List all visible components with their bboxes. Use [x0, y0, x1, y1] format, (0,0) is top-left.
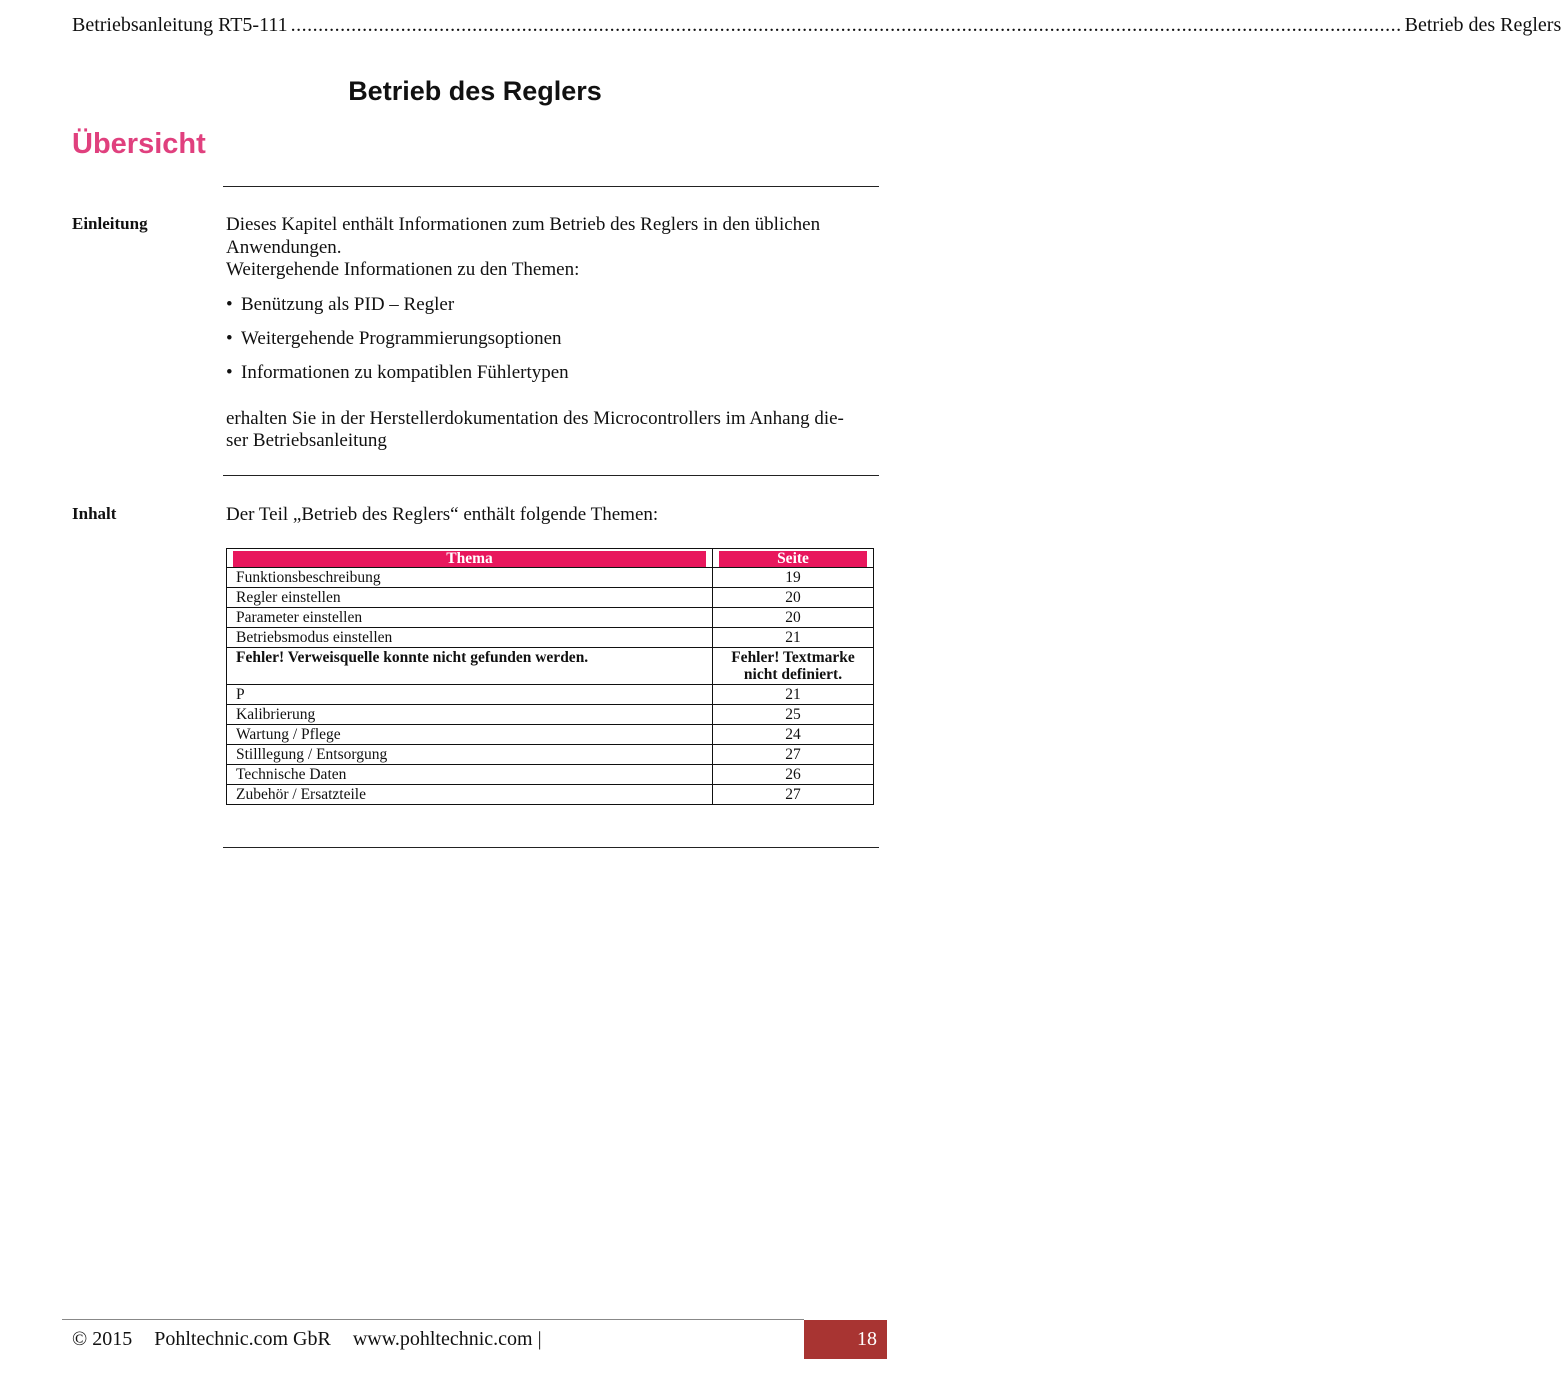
- list-item-text: Benützung als PID – Regler: [241, 293, 455, 315]
- table-cell-thema: Kalibrierung: [227, 705, 713, 725]
- chapter-title: Betrieb des Reglers: [348, 76, 602, 106]
- list-item: [226, 362, 876, 384]
- table-cell-thema: Zubehör / Ersatzteile: [227, 785, 713, 805]
- inhalt-intro: Der Teil „Betrieb des Reglers“ enthält folgende Themen:: [226, 504, 659, 525]
- table-cell-seite: 25: [713, 705, 874, 725]
- table-row: [227, 705, 874, 725]
- table-cell-thema: Funktionsbeschreibung: [227, 568, 713, 588]
- table-cell-seite: 20: [713, 608, 874, 628]
- table-cell-seite: 27: [713, 785, 874, 805]
- table-cell-thema: Regler einstellen: [227, 588, 713, 608]
- einleitung-paragraph-3: [226, 408, 876, 453]
- table-cell-thema: Betriebsmodus einstellen: [227, 628, 713, 648]
- einleitung-body: [226, 214, 876, 453]
- footer-company: Pohltechnic.com GbR: [154, 1328, 331, 1350]
- table-cell-seite: 27: [713, 745, 874, 765]
- table-cell-seite: 24: [713, 725, 874, 745]
- einleitung-label: Einleitung: [72, 214, 148, 233]
- divider-middle: [223, 475, 879, 476]
- table-cell-seite: 26: [713, 765, 874, 785]
- section-title: Übersicht: [72, 128, 206, 160]
- table-row: [227, 685, 874, 705]
- paragraph-3-line-2: ser Betriebsanleitung: [226, 430, 387, 451]
- inhalt-label: Inhalt: [72, 504, 117, 523]
- page-number: 18: [804, 1320, 887, 1359]
- list-item: [226, 328, 876, 350]
- einleitung-paragraph-1: Dieses Kapitel enthält Informationen zum Betrieb des Reglers in den üblichen Anwendungen.: [226, 214, 821, 258]
- table-row: [227, 608, 874, 628]
- column-header-seite: Seite: [713, 549, 874, 568]
- footer-rule: [62, 1319, 804, 1320]
- bullet-icon: •: [226, 361, 233, 383]
- running-header-chapter: Betrieb des Reglers: [1404, 14, 1561, 36]
- table-row: [227, 745, 874, 765]
- divider-bottom: [223, 847, 879, 848]
- list-item-text: Weitergehende Programmierungsoptionen: [241, 327, 562, 349]
- table-cell-seite: 20: [713, 588, 874, 608]
- table-row: [227, 765, 874, 785]
- running-header: [72, 14, 1561, 42]
- column-header-thema: Thema: [227, 549, 713, 568]
- table-cell-thema: Fehler! Verweisquelle konnte nicht gefunden werden.: [227, 648, 713, 685]
- running-header-doc-title: Betriebsanleitung RT5-111: [72, 14, 288, 36]
- table-row: [227, 785, 874, 805]
- contents-table: [226, 548, 874, 805]
- einleitung-paragraph-2: Weitergehende Informationen zu den Themen:: [226, 259, 580, 280]
- bullet-icon: •: [226, 293, 233, 315]
- table-row-error: [227, 648, 874, 685]
- list-item: [226, 294, 876, 316]
- table-row: [227, 628, 874, 648]
- footer: [72, 1328, 564, 1351]
- divider-top: [223, 186, 879, 187]
- table-row: [227, 725, 874, 745]
- bullet-icon: •: [226, 327, 233, 349]
- table-cell-seite: 19: [713, 568, 874, 588]
- list-item-text: Informationen zu kompatiblen Fühlertypen: [241, 361, 569, 383]
- table-row: [227, 588, 874, 608]
- table-cell-seite: Fehler! Textmarke nicht definiert.: [713, 648, 874, 685]
- paragraph-3-line-1: erhalten Sie in der Herstellerdokumentation des Microcontrollers im Anhang die-: [226, 407, 844, 429]
- table-cell-thema: Stilllegung / Entsorgung: [227, 745, 713, 765]
- running-header-leader-dots: ..........................................................................................................................................................................................................: [290, 14, 1402, 36]
- table-cell-seite: 21: [713, 685, 874, 705]
- table-cell-thema: Wartung / Pflege: [227, 725, 713, 745]
- topic-list: [226, 294, 876, 384]
- table-header-row: [227, 549, 874, 568]
- table-cell-thema: Parameter einstellen: [227, 608, 713, 628]
- table-cell-thema: Technische Daten: [227, 765, 713, 785]
- footer-copyright: © 2015: [72, 1328, 133, 1350]
- table-cell-seite: 21: [713, 628, 874, 648]
- footer-website: www.pohltechnic.com |: [352, 1328, 542, 1350]
- table-row: [227, 568, 874, 588]
- table-cell-thema: P: [227, 685, 713, 705]
